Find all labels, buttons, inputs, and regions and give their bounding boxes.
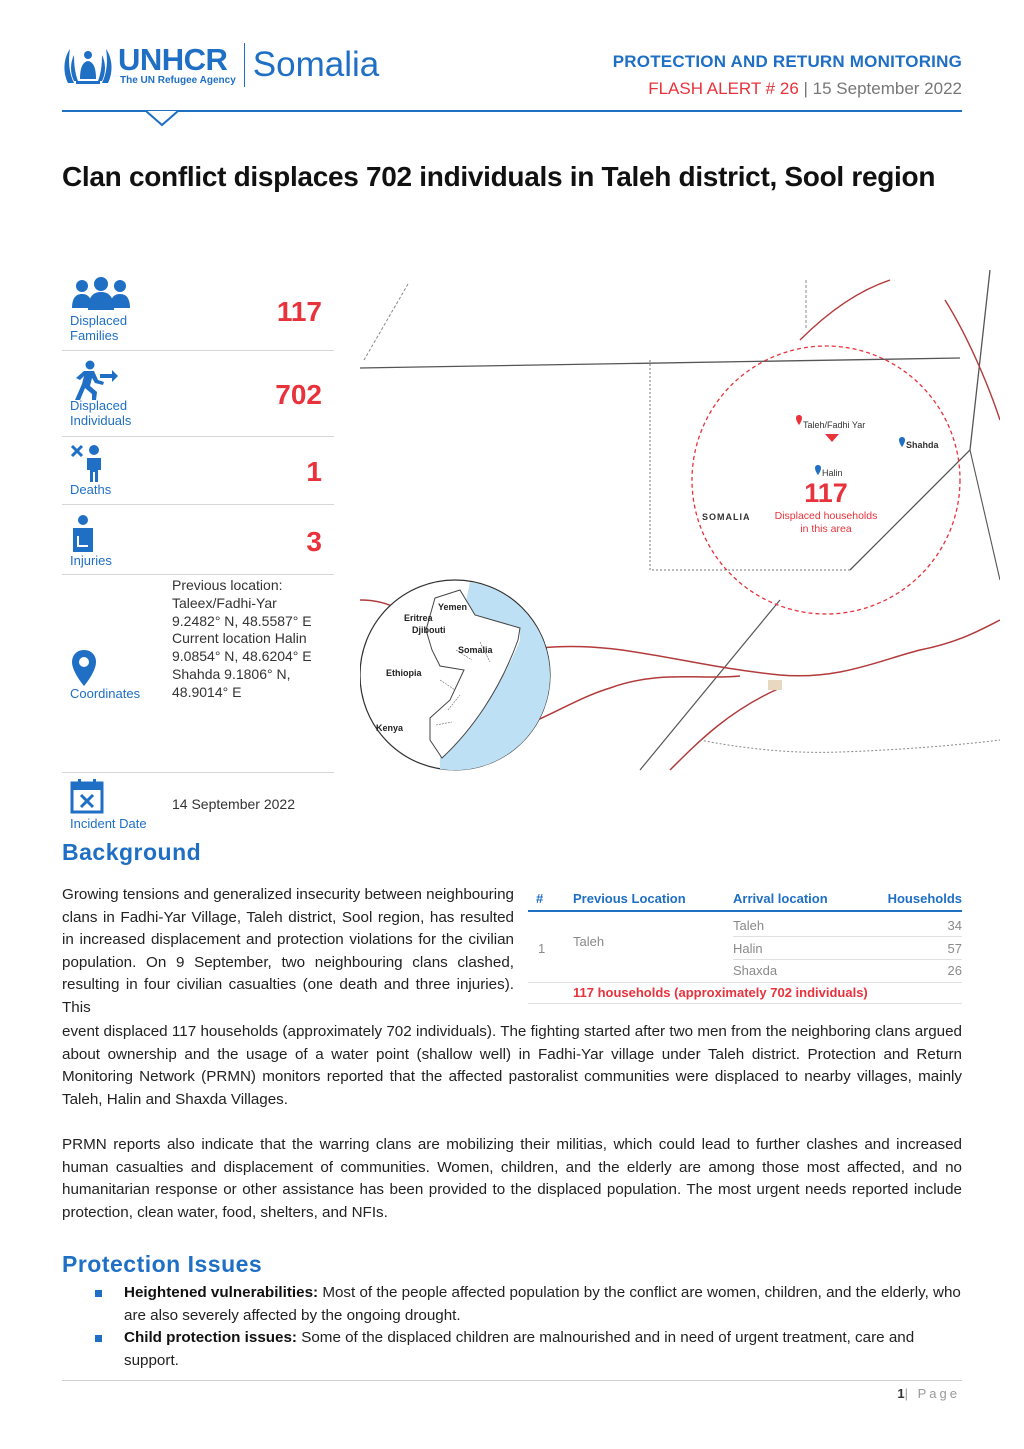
- inset-map: [360, 580, 550, 770]
- families-label: Displaced Families: [70, 313, 128, 343]
- person-cross-icon: [70, 444, 110, 482]
- map-highlight-caption-1: Displaced households: [774, 510, 878, 522]
- halin-marker-icon: [815, 465, 821, 475]
- table-bottom-rule: [528, 1003, 962, 1004]
- table-row-arrival: Shaxda: [733, 963, 778, 978]
- alert-line: [613, 79, 962, 99]
- origin-triangle-icon: [825, 434, 839, 442]
- individuals-value: 702: [275, 379, 322, 410]
- displacement-table: [528, 886, 962, 1004]
- table-header-households: Households: [887, 891, 962, 906]
- report-header: [613, 52, 962, 99]
- issue-text: Most of the people affected population by the conflict are women, children, and the elderly, who are also severely affected by the ongoing drought.: [124, 1284, 961, 1324]
- coordinates-text: Previous location: Taleex/Fadhi-Yar 9.2482° N, 48.5587° E Current location Halin 9.0854° N, 48.6204° E Shahda 9.1806° N, 48.9014° E: [172, 577, 312, 700]
- list-item: [62, 1282, 962, 1327]
- individuals-label: Displaced Individuals: [70, 398, 132, 428]
- background-paragraph-1-top: Growing tensions and generalized insecurity between neighbouring clans in Fadhi-Yar Village, Taleh district, Sool region, has resulted in increased displacement and protection violations for the civilian population. On 9 September, two neighbouring clans clashed, resulting in four civilian casualties (one death and three injuries). This: [62, 886, 514, 1016]
- deaths-value: 1: [306, 456, 322, 487]
- page-footer: [897, 1386, 960, 1401]
- origin-marker-icon: [796, 415, 802, 425]
- header-rule: [62, 110, 962, 112]
- shahda-marker-icon: [899, 437, 905, 447]
- marker-shahda-label: Shahda: [906, 440, 939, 450]
- table-row-divider: [733, 936, 962, 937]
- protection-issues-list: [62, 1282, 962, 1372]
- injuries-value: 3: [306, 526, 322, 557]
- bullet-icon: [95, 1290, 102, 1297]
- map-highlight-value: 117: [804, 478, 848, 508]
- calendar-icon: [70, 778, 104, 814]
- issue-text: Some of the displaced children are malnourished and in need of urgent treatment, care and support.: [124, 1329, 915, 1369]
- injuries-label: Injuries: [70, 553, 112, 568]
- inset-djibouti-label: Djibouti: [412, 625, 446, 635]
- background-paragraph-1-rest: event displaced 117 households (approximately 702 individuals). The fighting started after two men from the neighboring clans argued about ownership and the usage of a water point (shallow well) in Fadhi-Yar village under Taleh district. Protection and Return Monitoring Network (PRMN) monitors reported that the affected pastoralist communities were displaced to nearby villages, mainly Taleh, Halin and Shaxda Villages.: [62, 1023, 962, 1108]
- footer-rule: [62, 1380, 962, 1381]
- person-running-arrow-icon: [70, 360, 118, 400]
- table-header-num: #: [536, 891, 544, 906]
- table-row-divider: [733, 959, 962, 960]
- marker-halin-label: Halin: [822, 468, 843, 478]
- incident-date: 14 September 2022: [172, 796, 295, 812]
- report-type: PROTECTION AND RETURN MONITORING: [612, 52, 962, 71]
- table-header-arrival: Arrival location: [733, 891, 828, 906]
- report-date: 15 September 2022: [812, 79, 962, 98]
- families-value: 117: [276, 296, 322, 327]
- alert-label: FLASH ALERT # 26: [648, 79, 799, 98]
- table-total: 117 households (approximately 702 individuals): [573, 985, 868, 1000]
- header-notch: [146, 111, 178, 127]
- issue-title: Child protection issues:: [124, 1329, 297, 1346]
- stat-injuries: [62, 506, 334, 575]
- table-row-households: 57: [947, 941, 962, 956]
- stat-deaths: [62, 438, 334, 505]
- stat-displaced-families: [62, 270, 334, 351]
- table-row-households: 26: [947, 963, 962, 978]
- incident-label: Incident Date: [70, 816, 147, 831]
- logo-divider: [244, 43, 245, 87]
- issue-title: Heightened vulnerabilities:: [124, 1284, 319, 1301]
- list-item: [62, 1327, 962, 1372]
- coordinates-label: Coordinates: [70, 686, 141, 701]
- map-boundary: [360, 358, 960, 368]
- table-previous-location: Taleh: [573, 934, 605, 949]
- inset-eritrea-label: Eritrea: [404, 613, 433, 623]
- marker-origin-label: Taleh/Fadhi Yar: [803, 420, 866, 430]
- alert-separator: |: [798, 79, 813, 98]
- protection-heading: Protection Issues: [62, 1251, 263, 1277]
- table-header-previous: Previous Location: [573, 891, 686, 906]
- org-name: UNHCR: [118, 42, 228, 77]
- page-number: 1: [897, 1386, 905, 1401]
- unhcr-logo: [62, 40, 379, 90]
- unhcr-emblem-icon: [62, 43, 114, 87]
- injured-person-icon: [70, 514, 96, 554]
- page-title: Clan conflict displaces 702 individuals in Taleh district, Sool region: [62, 161, 936, 192]
- map-highlight-caption-2: in this area: [800, 523, 852, 535]
- stat-displaced-individuals: [62, 352, 334, 437]
- org-tagline: The UN Refugee Agency: [120, 75, 236, 86]
- table-row-households: 34: [947, 918, 962, 933]
- displacement-map: [360, 270, 1000, 780]
- inset-kenya-label: Kenya: [376, 723, 404, 733]
- map-settlement: [768, 680, 782, 690]
- table-row-arrival: Taleh: [733, 918, 765, 933]
- map-country-label: SOMALIA: [702, 512, 751, 522]
- table-row-arrival: Halin: [733, 941, 763, 956]
- deaths-label: Deaths: [70, 482, 112, 497]
- page-word: | Page: [904, 1386, 960, 1401]
- map-district-line: [650, 360, 850, 570]
- table-row-divider: [528, 982, 962, 983]
- location-pin-icon: [70, 648, 98, 688]
- inset-somalia-label: Somalia: [458, 645, 493, 655]
- family-group-icon: [70, 276, 132, 316]
- table-header-rule: [528, 910, 962, 912]
- bullet-icon: [95, 1335, 102, 1342]
- country-name: Somalia: [252, 45, 380, 84]
- inset-ethiopia-label: Ethiopia: [386, 668, 422, 678]
- table-row-number: 1: [538, 941, 546, 956]
- background-heading: Background: [62, 839, 202, 865]
- inset-yemen-label: Yemen: [438, 602, 468, 612]
- background-paragraph-2: PRMN reports also indicate that the warring clans are mobilizing their militias, which could lead to further clashes and increased human casualties and displacement of communities. Women, children, and the elderly are among those most affected, and no humanitarian response or other assistance has been provided to the displaced population. The most urgent needs reported include protection, clean water, food, shelters, and NFIs.: [62, 1136, 962, 1221]
